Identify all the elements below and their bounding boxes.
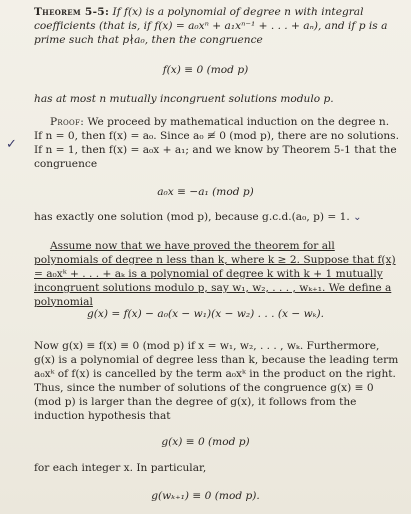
theorem-heading: Theorem 5-5: [34, 6, 110, 18]
equation-g-congruence: g(x) ≡ 0 (mod p) [161, 436, 250, 448]
equation-congruence-f: f(x) ≡ 0 (mod p) [162, 64, 249, 76]
theorem-statement [34, 6, 400, 48]
equation-g-w-k-plus-1: g(wₖ₊₁) ≡ 0 (mod p). [151, 490, 260, 502]
degree-argument-paragraph: Now g(x) ≡ f(x) ≡ 0 (mod p) if x = w₁, w₂, . . . , wₖ. Furthermore, g(x) is a polynomial of degree less than k, because the leading term a₀xᵏ of f(x) is cancelled by the term a₀xᵏ in the product on the right. Thus, since the number of solutions of the congruence g(x) ≡ 0 (mod p) is larger than the degree of g(x), it follows from the induction hypothesis that [34, 340, 399, 422]
induction-assumption-text: Assume now that we have proved the theorem for all polynomials of degree n less than k, where k ≥ 2. Suppose that f(x) = a₀xᵏ + . . . + aₖ is a polynomial of degree k with k + 1 mutually incongruent solutions modulo p, say w₁, w₂, . . . , wₖ₊₁. We define a polynomial [34, 240, 396, 308]
particular-case-text: for each integer x. In particular, [34, 462, 207, 474]
proof-paragraph [34, 116, 400, 172]
equation-linear-congruence: a₀x ≡ −a₁ (mod p) [157, 186, 254, 198]
solution-count-text: has exactly one solution (mod p), because g.c.d.(a₀, p) = 1. [34, 211, 350, 223]
theorem-conclusion: has at most n mutually incongruent solutions modulo p. [34, 93, 334, 105]
induction-assumption-paragraph [34, 240, 400, 310]
handwritten-chevron-mark: ⌄ [353, 212, 362, 223]
solution-count-paragraph [34, 211, 400, 225]
proof-text: We proceed by mathematical induction on the degree n. If n = 0, then f(x) = a₀. Since a₀ ≢ 0 (mod p), there are no solutions. If n = 1, then f(x) = a₀x + a₁; and we know by Theorem 5-1 that the congruence [34, 116, 399, 170]
theorem-text: If f(x) is a polynomial of degree n with integral coefficients (that is, if f(x) = a₀xⁿ + a₁xⁿ⁻¹ + . . . + aₙ), and if p is a prime such that p∤a₀, then the congruence [34, 6, 388, 46]
handwritten-check-mark: ✓ [6, 137, 17, 152]
proof-heading: Proof: [50, 116, 85, 128]
equation-g-definition: g(x) = f(x) − a₀(x − w₁)(x − w₂) . . . (x − wₖ). [86, 308, 325, 320]
